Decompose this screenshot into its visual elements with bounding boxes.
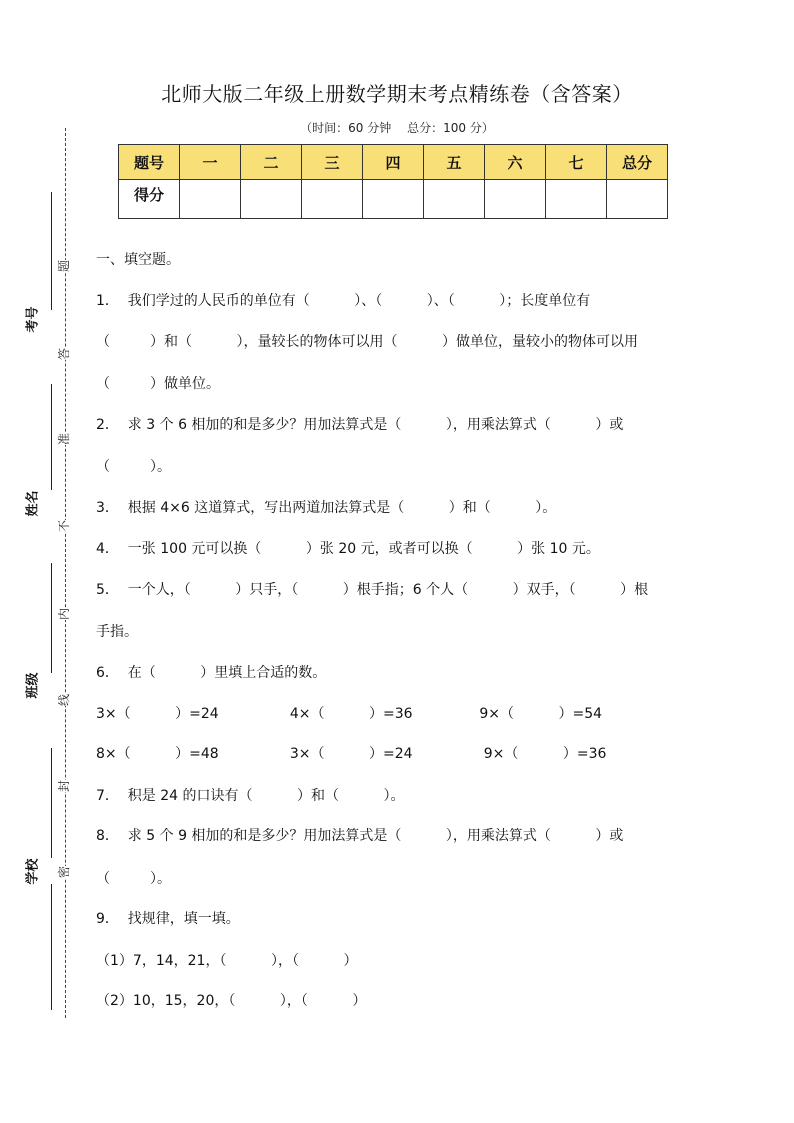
score-input-cell[interactable] (546, 180, 607, 219)
question-line: 8×（ ）=48 3×（ ）=24 9×（ ）=36 (96, 746, 607, 762)
score-input-cell[interactable] (607, 180, 668, 219)
score-header-cell: 总分 (607, 145, 668, 180)
question-line: （2）10，15，20，（ ），（ ） (96, 993, 367, 1009)
question-line: 6． 在（ ）里填上合适的数。 (96, 665, 327, 681)
question-line: 3． 根据 4×6 这道算式，写出两道加法算式是（ ）和（ ）。 (96, 500, 557, 516)
question-line: 5． 一个人，（ ）只手，（ ）根手指；6 个人（ ）双手，（ ）根 (96, 582, 649, 598)
score-input-cell[interactable] (302, 180, 363, 219)
seal-char: 线 (57, 693, 72, 707)
score-row-label: 得分 (119, 180, 180, 219)
question-line: （ ）。 (96, 871, 172, 887)
question-line: 7． 积是 24 的口诀有（ ）和（ ）。 (96, 788, 405, 804)
question-line: 手指。 (96, 624, 138, 640)
seal-char: 答 (57, 347, 72, 361)
question-line: 4． 一张 100 元可以换（ ）张 20 元，或者可以换（ ）张 10 元。 (96, 541, 600, 557)
seal-char: 密 (57, 865, 72, 879)
score-input-cell[interactable] (363, 180, 424, 219)
question-line: （ ）。 (96, 459, 172, 475)
question-line: （ ）和（ ），量较长的物体可以用（ ）做单位，量较小的物体可以用 (96, 334, 639, 350)
score-header-cell: 五 (424, 145, 485, 180)
question-line: 1． 我们学过的人民币的单位有（ ）、（ ）、（ ）；长度单位有 (96, 293, 591, 309)
field-label-banji: 班级 (25, 672, 41, 699)
field-underline-kaohao (51, 192, 52, 310)
question-line: 8． 求 5 个 9 相加的和是多少？用加法算式是（ ），用乘法算式（ ）或 (96, 828, 624, 844)
score-header-cell: 七 (546, 145, 607, 180)
field-label-xingming: 姓名 (25, 490, 41, 517)
score-input-cell[interactable] (424, 180, 485, 219)
question-line: 2． 求 3 个 6 相加的和是多少？用加法算式是（ ），用乘法算式（ ）或 (96, 417, 624, 433)
section-heading: 一、填空题。 (96, 252, 180, 268)
exam-time: （时间：60 分钟 (300, 121, 392, 135)
score-table-header (119, 145, 668, 180)
field-underline-banji (51, 563, 52, 673)
score-input-cell[interactable] (241, 180, 302, 219)
score-input-cell[interactable] (180, 180, 241, 219)
field-underline-xuexiao (51, 748, 52, 858)
field-label-xuexiao: 学校 (25, 858, 41, 885)
question-line: （1）7，14，21，（ ），（ ） (96, 953, 358, 969)
score-table-row (119, 180, 668, 219)
seal-char: 题 (57, 259, 72, 273)
exam-info (0, 119, 794, 136)
score-header-cell: 题号 (119, 145, 180, 180)
seal-char: 封 (57, 779, 72, 793)
question-line: 9． 找规律，填一填。 (96, 911, 240, 927)
score-header-cell: 一 (180, 145, 241, 180)
score-header-cell: 六 (485, 145, 546, 180)
seal-char: 内 (57, 607, 72, 621)
binding-solid-line (51, 884, 52, 1010)
page-title: 北师大版二年级上册数学期末考点精练卷（含答案） (161, 82, 633, 106)
exam-total: 总分：100 分） (407, 121, 494, 135)
question-line: 3×（ ）=24 4×（ ）=36 9×（ ）=54 (96, 706, 603, 722)
field-label-kaohao: 考号 (25, 306, 41, 333)
score-table (118, 144, 668, 219)
score-input-cell[interactable] (485, 180, 546, 219)
question-line: （ ）做单位。 (96, 376, 221, 392)
score-header-cell: 三 (302, 145, 363, 180)
field-underline-xingming (51, 384, 52, 490)
seal-char: 不 (57, 519, 72, 533)
seal-char: 准 (57, 432, 72, 446)
score-header-cell: 二 (241, 145, 302, 180)
score-header-cell: 四 (363, 145, 424, 180)
